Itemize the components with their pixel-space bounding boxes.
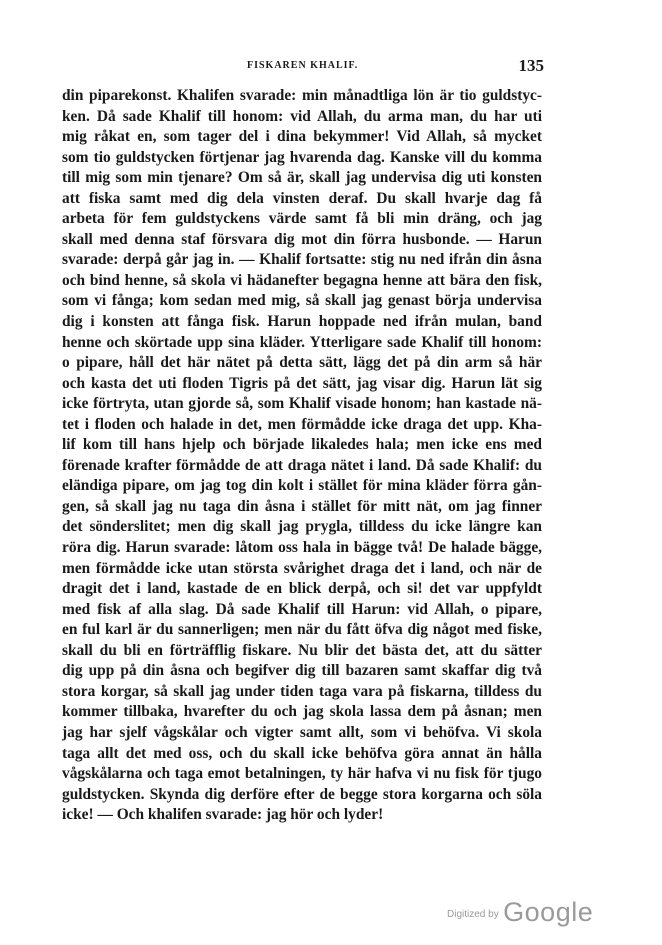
running-title: FISKAREN KHALIF. xyxy=(247,60,359,71)
text-line: en ful karl är du sannerligen; men när du fått öfva dig något med fiske, xyxy=(62,621,542,639)
text-line: arbeta för fem guldstyckens värde samt få bli min dräng, och jag xyxy=(62,210,542,228)
digitized-watermark xyxy=(447,897,593,928)
text-line: o pipare, håll det här nätet på detta sätt, lägg det på din arm så här xyxy=(62,354,542,372)
text-line: att fiska samt med dig dela vinsten deraf. Du skall hvarje dag få xyxy=(62,189,542,207)
text-line: svarade: derpå går jag in. — Khalif fortsatte: stig nu ned ifrån din åsna xyxy=(62,251,542,269)
text-line: dragit det i land, kastade de en blick derpå, och si! det var uppfyldt xyxy=(62,580,542,598)
text-line: som tio guldstycken förtjenar jag hvarenda dag. Kanske vill du komma xyxy=(62,148,542,166)
text-line: till mig som min tjenare? Om så är, skall jag undervisa dig uti konsten xyxy=(62,169,542,187)
text-line: med fisk af alla slag. Då sade Khalif till Harun: vid Allah, o pipare, xyxy=(62,600,542,618)
text-line: guldstycken. Skynda dig derföre efter de begge stora korgarna och söla xyxy=(62,785,542,803)
text-line: förenade krafter förmådde de att draga nätet i land. Då sade Khalif: du xyxy=(62,456,542,474)
body-text xyxy=(62,86,542,826)
text-line: kommer tillbaka, hvarefter du och jag skola lassa dem på åsnan; men xyxy=(62,703,542,721)
text-line: det sönderslitet; men dig skall jag prygla, tilldess du icke längre kan xyxy=(62,518,542,536)
text-line: och bind henne, så skola vi hädanefter begagna henne att bära den fisk, xyxy=(62,271,542,289)
text-line: skall med denna staf försvara dig mot din förra husbonde. — Harun xyxy=(62,230,542,248)
text-line: gen, så skall jag nu taga din åsna i stället för mitt nät, om jag finner xyxy=(62,497,542,515)
text-line: din piparekonst. Khalifen svarade: min månadtliga lön är tio guldstyc- xyxy=(62,87,542,104)
text-line: jag har sjelf vågskålar och vigter samt allt, som vi behöfva. Vi skola xyxy=(62,723,542,741)
text-line: som vi fånga; kom sedan med mig, så skall jag genast börja undervisa xyxy=(62,292,542,310)
text-line: lif kom till hans hjelp och började likaledes hala; men icke ens med xyxy=(62,436,542,454)
text-line: ken. Då sade Khalif till honom: vid Allah, du arma man, du har uti xyxy=(62,107,542,125)
watermark-prefix: Digitized by xyxy=(447,909,499,920)
page-number: 135 xyxy=(518,56,544,75)
text-line: icke! — Och khalifen svarade: jag hör och lyder! xyxy=(62,806,384,824)
page-header xyxy=(62,56,544,78)
text-line: henne och skörtade upp sina kläder. Ytterligare sade Khalif till honom: xyxy=(62,333,542,351)
text-line: dig i konsten att fånga fisk. Harun hoppade ned ifrån mulan, band xyxy=(62,313,542,331)
text-line: icke förtryta, utan gjorde så, som Khalif visade honom; han kastade nä- xyxy=(62,395,542,413)
text-line: och kasta det uti floden Tigris på det sätt, jag visar dig. Harun lät sig xyxy=(62,374,542,392)
text-line: taga allt det med oss, och du skall icke behöfva göra annat än hålla xyxy=(62,744,542,762)
text-line: tet i floden och halade in det, men förmådde icke draga det upp. Kha- xyxy=(62,415,542,433)
text-line: skall du bli en förträfflig fiskare. Nu blir det bästa det, att du sätter xyxy=(62,641,542,659)
text-line: eländiga pipare, om jag tog din kolt i stället för mina kläder förra gån- xyxy=(62,477,542,495)
google-logo: Google xyxy=(503,897,594,927)
text-line: vågskålarna och taga emot betalningen, ty här hafva vi nu fisk för tjugo xyxy=(62,765,542,783)
text-line: stora korgar, så skall jag under tiden taga vara på fiskarna, tilldess du xyxy=(62,682,542,700)
text-line: dig upp på din åsna och begifver dig till bazaren samt skaffar dig två xyxy=(62,662,542,680)
text-line: men förmådde icke utan största svårighet draga det i land, och när de xyxy=(62,559,542,577)
text-line: mig råkat en, som tager del i dina bekymmer! Vid Allah, så mycket xyxy=(62,128,542,146)
text-line: röra dig. Harun svarade: låtom oss hala in bägge två! De halade bägge, xyxy=(62,539,542,557)
